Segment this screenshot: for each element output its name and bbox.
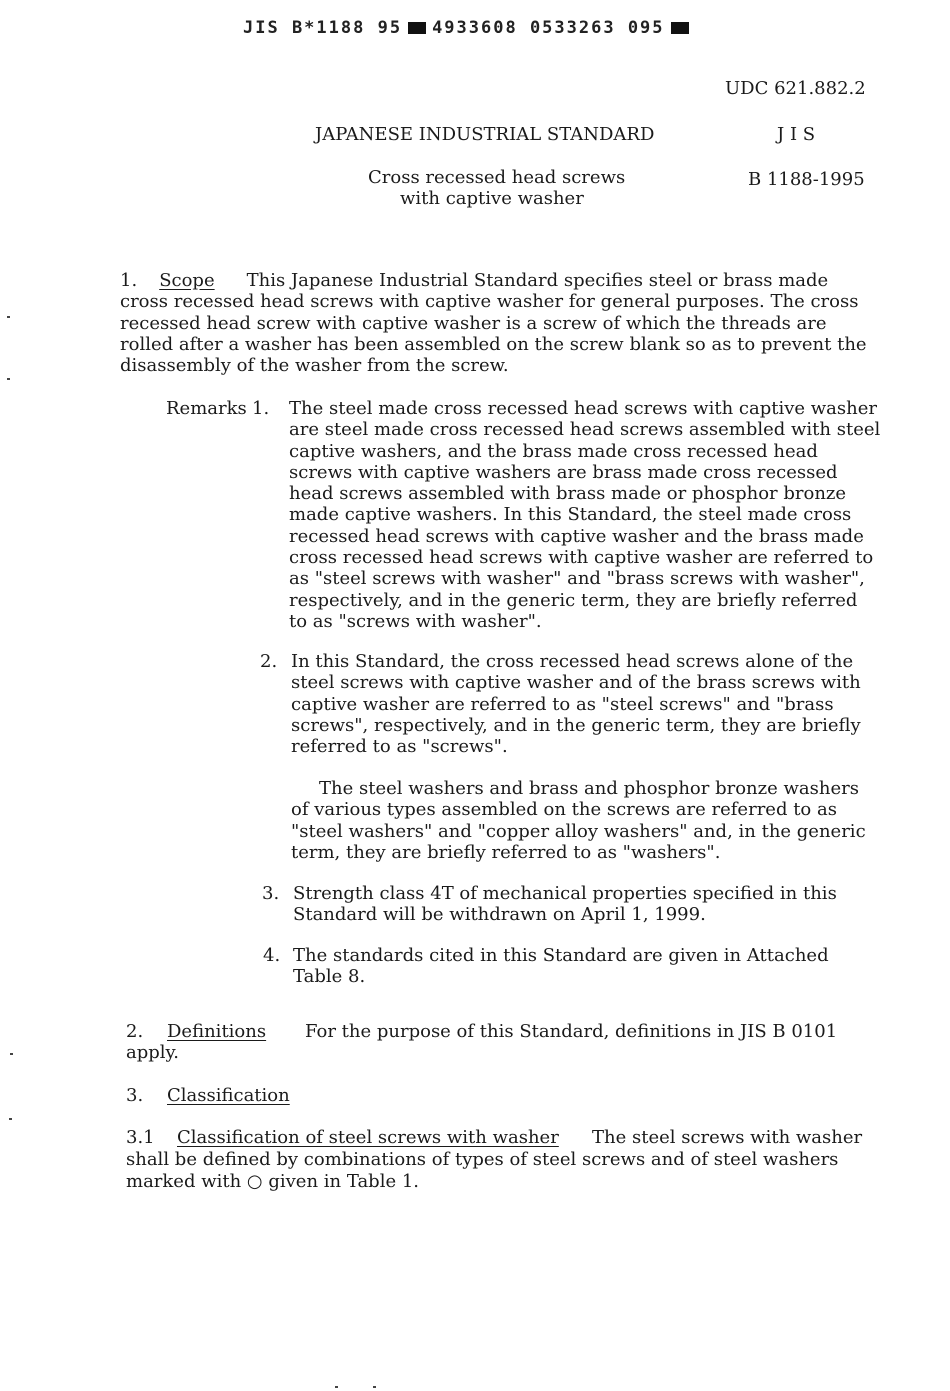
subsection-heading: Classification of steel screws with washer (177, 1127, 559, 1148)
classification-heading: Classification (167, 1085, 290, 1106)
document-code-line (243, 18, 695, 38)
standard-name: JAPANESE INDUSTRIAL STANDARD (315, 124, 655, 145)
standard-number: B 1188-1995 (748, 169, 865, 190)
scope-line: This Japanese Industrial Standard specifies steel or brass made (246, 270, 829, 291)
definitions-heading: Definitions (167, 1021, 267, 1042)
scope-heading: Scope (159, 270, 215, 291)
remark-line: referred to as "screws". (291, 736, 508, 758)
subsection-line-1: The steel screws with washer (592, 1127, 863, 1148)
scan-speck (7, 378, 10, 380)
scan-speck (9, 1118, 12, 1120)
code-line-part1: JIS B*1188 95 (243, 18, 403, 38)
remark-2-extra-text (291, 778, 866, 863)
title-line-2: with captive washer (400, 188, 584, 209)
remark-line: Strength class 4T of mechanical properties specified in this (293, 883, 837, 904)
scope-section (120, 270, 880, 376)
remark-line: In this Standard, the cross recessed head screws alone of the (291, 651, 854, 672)
scan-speck (335, 1386, 338, 1388)
remark-line: as "steel screws with washer" and "brass screws with washer", (289, 568, 865, 590)
remark-line: screws with captive washers are brass made cross recessed (289, 461, 838, 483)
remark-number: 4. (263, 945, 281, 966)
scope-line: rolled after a washer has been assembled on the screw blank so as to prevent the (120, 333, 867, 355)
scan-speck (373, 1386, 376, 1388)
subsection-line-3: marked with ○ given in Table 1. (126, 1171, 420, 1192)
remark-line: term, they are briefly referred to as "washers". (291, 841, 721, 863)
subsection-number: 3.1 (126, 1127, 155, 1148)
remark-line: captive washers, and the brass made cross recessed head (289, 440, 818, 462)
block-mark-icon (671, 22, 689, 34)
remark-line: Standard will be withdrawn on April 1, 1999. (293, 904, 706, 926)
remarks-label: Remarks (166, 398, 247, 419)
remark-line: Table 8. (293, 966, 366, 988)
remark-1-text (289, 398, 880, 632)
scope-line: disassembly of the washer from the screw. (120, 355, 509, 377)
remark-line: "steel washers" and "copper alloy washers" and, in the generic (291, 820, 866, 842)
remark-number: 2. (260, 651, 278, 672)
remark-line: captive washer are referred to as "steel screws" and "brass (291, 693, 834, 715)
remark-line: The standards cited in this Standard are given in Attached (293, 945, 829, 966)
remark-line: The steel washers and brass and phosphor bronze washers (319, 778, 859, 799)
classification-number: 3. (126, 1085, 144, 1106)
remark-2-text (291, 651, 861, 757)
remark-line: The steel made cross recessed head screws with captive washer (289, 398, 877, 419)
remark-line: recessed head screws with captive washer and the brass made (289, 525, 864, 547)
jis-mark: J I S (777, 124, 816, 145)
definitions-line-1: For the purpose of this Standard, definitions in JIS B 0101 (305, 1021, 838, 1042)
definitions-line-2: apply. (126, 1042, 180, 1063)
remark-line: head screws assembled with brass made or phosphor bronze (289, 483, 847, 505)
subsection-line-2: shall be defined by combinations of types of steel screws and of steel washers (126, 1149, 839, 1170)
remark-line: screws", respectively, and in the generic term, they are briefly (291, 714, 861, 736)
scan-speck (10, 1053, 13, 1055)
remark-line: of various types assembled on the screws are referred to as (291, 799, 837, 821)
remark-line: made captive washers. In this Standard, the steel made cross (289, 504, 852, 526)
remark-line: cross recessed head screws with captive washer are referred to (289, 547, 874, 569)
scan-speck (7, 316, 10, 318)
block-mark-icon (408, 22, 426, 34)
title-line-1: Cross recessed head screws (368, 167, 626, 188)
remark-number: 3. (262, 883, 280, 904)
remark-line: to as "screws with washer". (289, 610, 542, 632)
remark-line: are steel made cross recessed head screws assembled with steel (289, 419, 881, 441)
scope-line: cross recessed head screws with captive washer for general purposes. The cross (120, 291, 859, 313)
code-line-part2: 4933608 0533263 095 (432, 18, 665, 38)
remark-line: respectively, and in the generic term, they are briefly referred (289, 589, 858, 611)
remark-line: steel screws with captive washer and of the brass screws with (291, 672, 861, 694)
remark-4-text (293, 945, 829, 988)
udc-number: UDC 621.882.2 (725, 78, 866, 99)
definitions-number: 2. (126, 1021, 144, 1042)
remark-3-text (293, 883, 837, 926)
remark-number: 1. (252, 398, 270, 419)
scope-line: recessed head screw with captive washer is a screw of which the threads are (120, 312, 827, 334)
scope-number: 1. (120, 270, 138, 291)
